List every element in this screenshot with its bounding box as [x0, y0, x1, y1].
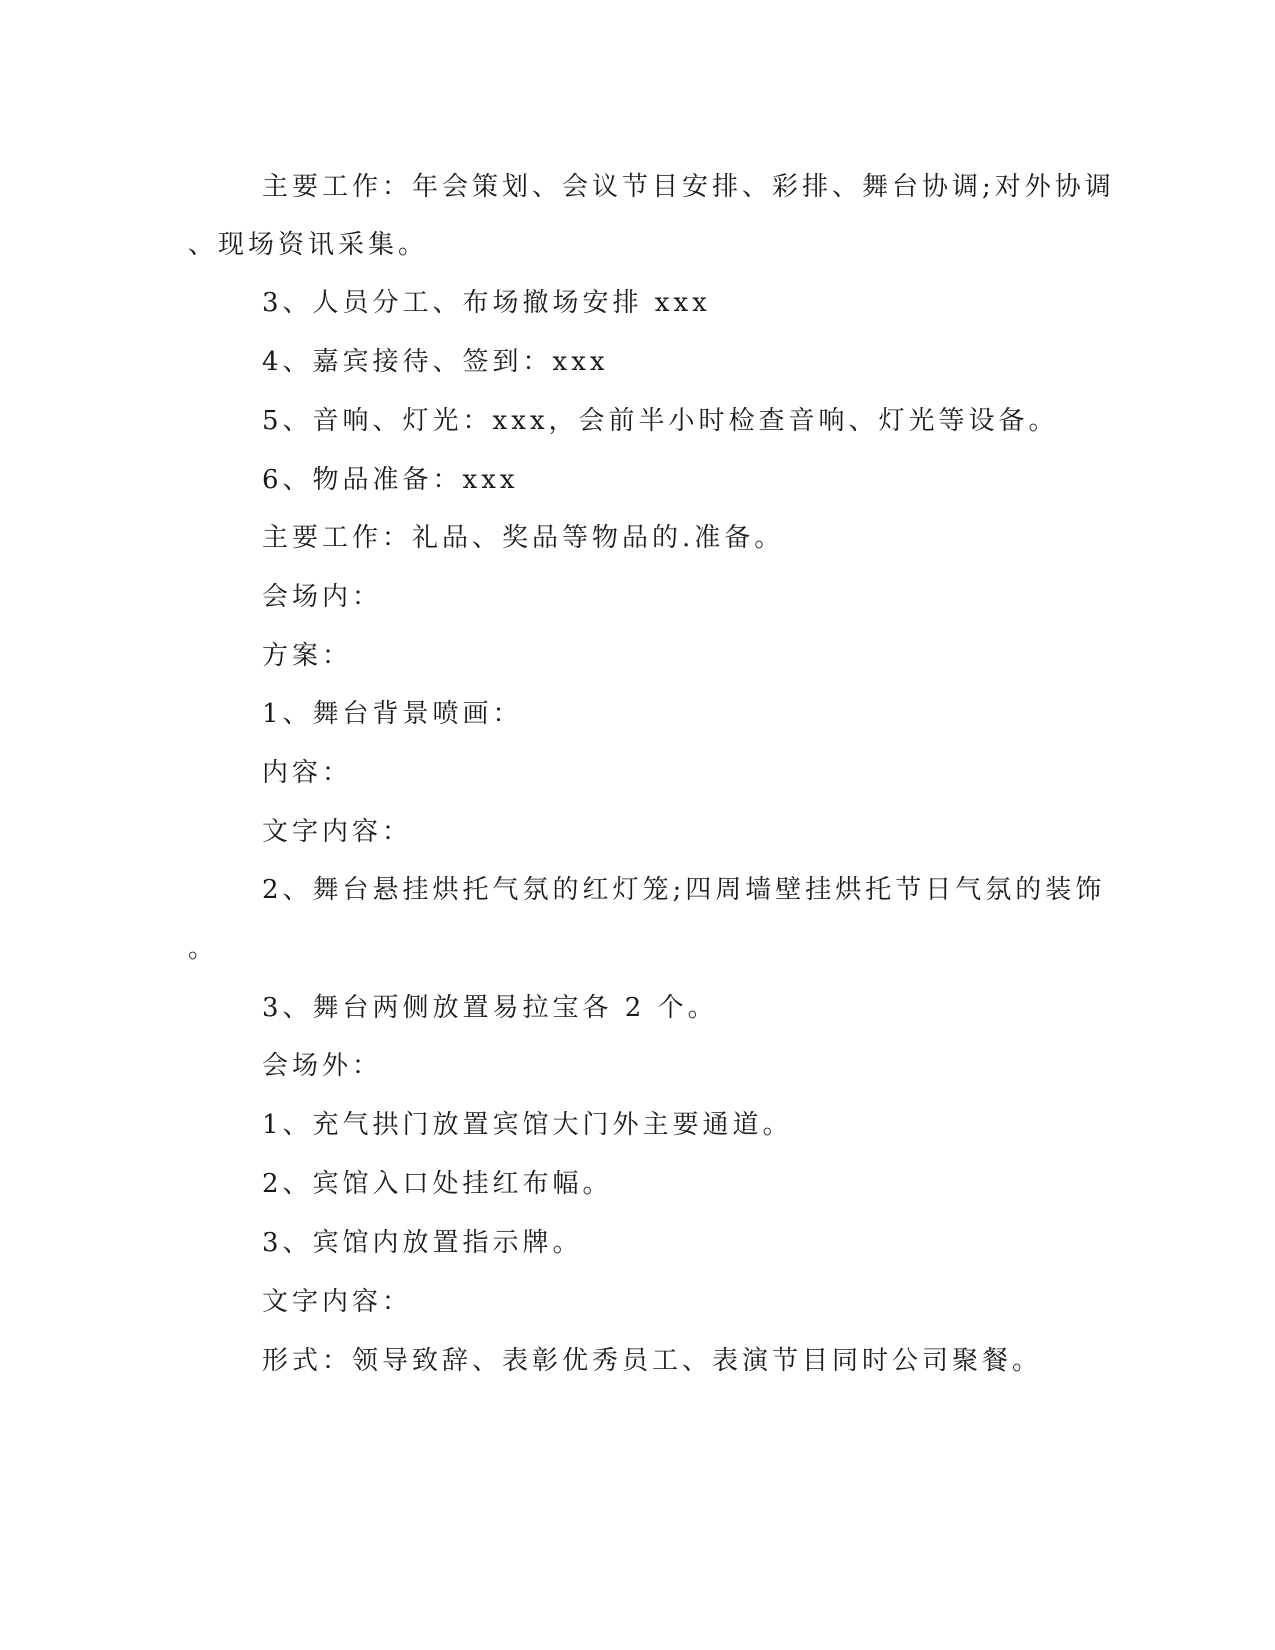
- paragraph-lanterns-line-2: 。: [188, 934, 219, 964]
- paragraph-lanterns-line-1: 2、舞台悬挂烘托气氛的红灯笼;四周墙壁挂烘托节日气氛的装饰: [262, 875, 1106, 905]
- paragraph-gifts-prep: 主要工作：礼品、奖品等物品的.准备。: [262, 523, 785, 553]
- paragraph-inflatable-arch: 1、充气拱门放置宾馆大门外主要通道。: [262, 1110, 793, 1140]
- label-text-content-2: 文字内容：: [262, 1287, 413, 1317]
- paragraph-staff-assignment: 3、人员分工、布场撤场安排 xxx: [262, 288, 711, 318]
- paragraph-rollup-banners: 3、舞台两侧放置易拉宝各 2 个。: [262, 993, 718, 1023]
- label-content: 内容：: [262, 758, 353, 788]
- paragraph-guest-reception: 4、嘉宾接待、签到：xxx: [262, 347, 609, 377]
- paragraph-format: 形式：领导致辞、表彰优秀员工、表演节目同时公司聚餐。: [262, 1346, 1043, 1376]
- paragraph-main-work-line-2: 、现场资讯采集。: [188, 230, 429, 260]
- paragraph-sound-lighting: 5、音响、灯光：xxx，会前半小时检查音响、灯光等设备。: [262, 406, 1059, 436]
- heading-plan: 方案：: [262, 641, 353, 671]
- label-text-content: 文字内容：: [262, 817, 413, 847]
- heading-outdoor-venue: 会场外：: [262, 1051, 383, 1081]
- paragraph-stage-backdrop: 1、舞台背景喷画：: [262, 699, 523, 729]
- paragraph-red-banner: 2、宾馆入口处挂红布幅。: [262, 1169, 613, 1199]
- heading-indoor-venue: 会场内：: [262, 582, 383, 612]
- paragraph-main-work-line-1: 主要工作：年会策划、会议节目安排、彩排、舞台协调;对外协调: [262, 172, 1115, 202]
- paragraph-signboards: 3、宾馆内放置指示牌。: [262, 1228, 583, 1258]
- paragraph-supplies: 6、物品准备：xxx: [262, 465, 519, 495]
